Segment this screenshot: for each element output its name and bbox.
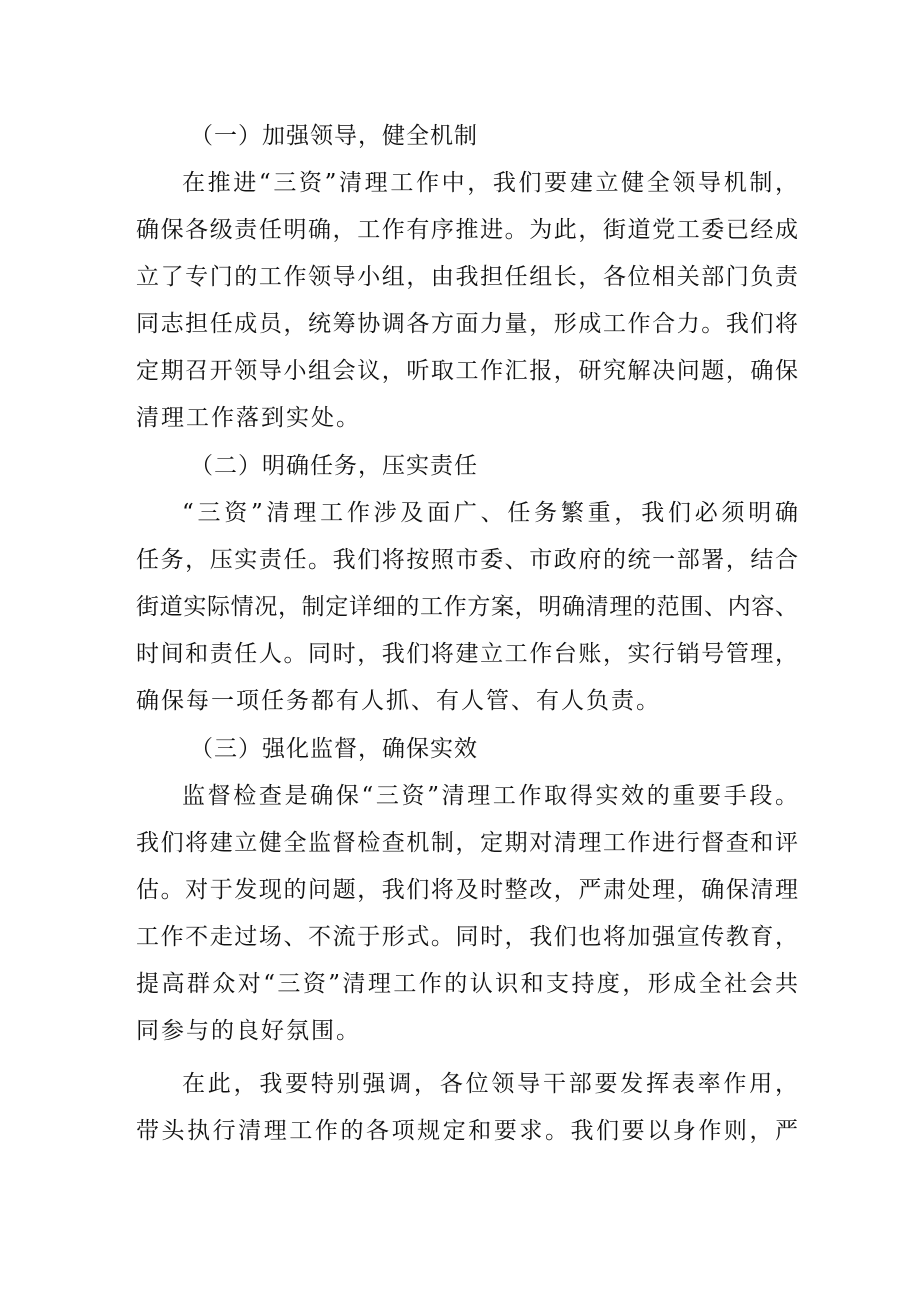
paragraph-line: 确保各级责任明确，工作有序推进。为此，街道党工委已经成 <box>136 217 798 243</box>
paragraph-line: 定期召开领导小组会议，听取工作汇报，研究解决问题，确保 <box>136 358 798 384</box>
paragraph-line: “三资”清理工作涉及面广、任务繁重，我们必须明确 <box>182 500 798 526</box>
paragraph-line: 监督检查是确保“三资”清理工作取得实效的重要手段。 <box>182 783 798 809</box>
paragraph-line: 立了专门的工作领导小组，由我担任组长，各位相关部门负责 <box>136 264 798 290</box>
paragraph-line: 同志担任成员，统筹协调各方面力量，形成工作合力。我们将 <box>136 311 798 337</box>
paragraph-line: 带头执行清理工作的各项规定和要求。我们要以身作则，严 <box>136 1118 798 1144</box>
paragraph-line: 提高群众对“三资”清理工作的认识和支持度，形成全社会共 <box>136 971 798 997</box>
paragraph-1 <box>136 160 798 442</box>
section-heading-1: （一）加强领导，健全机制 <box>190 123 478 149</box>
paragraph-line: 在此，我要特别强调，各位领导干部要发挥表率作用， <box>182 1071 798 1097</box>
paragraph-2 <box>136 490 798 725</box>
document-body <box>136 112 798 1155</box>
paragraph-line: 工作不走过场、不流于形式。同时，我们也将加强宣传教育， <box>136 924 798 950</box>
paragraph-line: 估。对于发现的问题，我们将及时整改，严肃处理，确保清理 <box>136 877 798 903</box>
paragraph-line: 在推进“三资”清理工作中，我们要建立健全领导机制， <box>182 170 798 196</box>
section-heading-3: （三）强化监督，确保实效 <box>190 736 478 762</box>
paragraph-3 <box>136 773 798 1055</box>
paragraph-line: 街道实际情况，制定详细的工作方案，明确清理的范围、内容、 <box>136 594 798 620</box>
paragraph-line: 我们将建立健全监督检查机制，定期对清理工作进行督查和评 <box>136 830 798 856</box>
paragraph-line: 时间和责任人。同时，我们将建立工作台账，实行销号管理， <box>136 641 798 667</box>
section-heading-2: （二）明确任务，压实责任 <box>190 453 478 479</box>
paragraph-4 <box>136 1061 798 1155</box>
paragraph-line: 任务，压实责任。我们将按照市委、市政府的统一部署，结合 <box>136 547 798 573</box>
paragraph-line: 清理工作落到实处。 <box>136 405 361 431</box>
paragraph-line: 同参与的良好氛围。 <box>136 1018 361 1044</box>
paragraph-line: 确保每一项任务都有人抓、有人管、有人负责。 <box>136 688 661 714</box>
